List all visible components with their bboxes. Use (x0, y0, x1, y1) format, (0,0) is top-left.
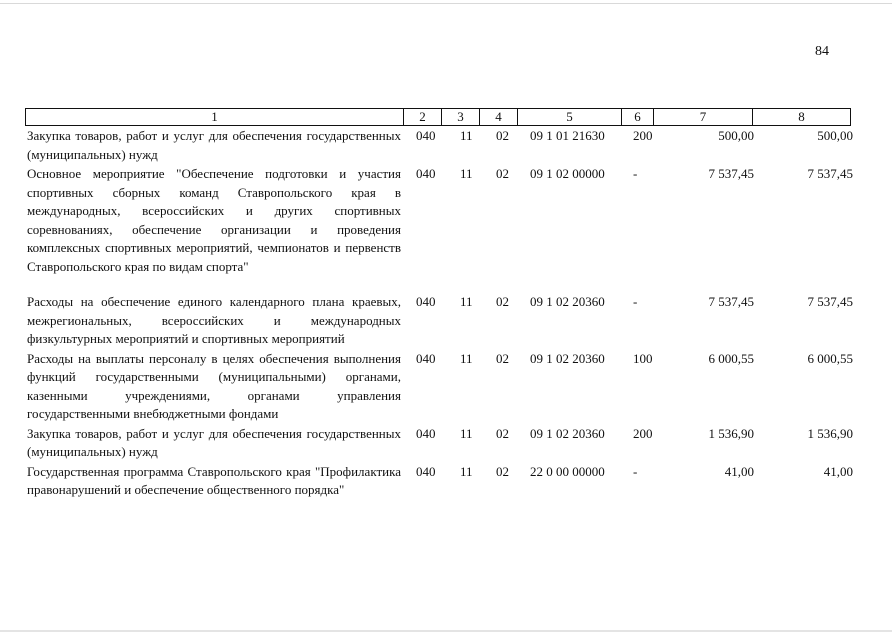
column-header-8: 8 (753, 109, 851, 126)
column-header-7: 7 (654, 109, 753, 126)
amount-col-7: 7 537,45 (708, 166, 754, 181)
section-code: 11 (460, 350, 473, 366)
column-header-row (26, 109, 851, 126)
subsection-code: 02 (496, 350, 509, 366)
amount-col-7: 7 537,45 (708, 294, 754, 309)
target-item-code: 22 0 00 00000 (530, 463, 605, 479)
page-number: 84 (815, 44, 829, 59)
amount-col-8: 41,00 (823, 463, 853, 479)
table-row (0, 350, 892, 424)
section-code: 11 (460, 166, 473, 181)
expense-type-code: - (633, 463, 638, 479)
column-header-1: 1 (26, 109, 404, 126)
section-code: 11 (460, 294, 473, 309)
expense-type-code: 100 (633, 350, 653, 366)
section-code: 11 (460, 463, 473, 479)
table-row (0, 165, 892, 276)
ministry-code: 040 (416, 294, 436, 309)
amount-col-7: 6 000,55 (708, 350, 754, 366)
amount-col-8: 6 000,55 (807, 350, 853, 366)
target-item-code: 09 1 02 20360 (530, 294, 605, 309)
amount-col-8: 1 536,90 (807, 425, 853, 441)
amount-col-7: 500,00 (718, 128, 754, 143)
expense-type-code: - (633, 294, 638, 309)
column-header-6: 6 (622, 109, 654, 126)
subsection-code: 02 (496, 294, 509, 309)
amount-col-7: 41,00 (724, 463, 754, 479)
target-item-code: 09 1 02 20360 (530, 350, 605, 366)
table-row (0, 293, 892, 349)
section-code: 11 (460, 128, 473, 143)
budget-table-body (0, 127, 892, 500)
subsection-code: 02 (496, 128, 509, 143)
column-header-3: 3 (442, 109, 480, 126)
target-item-code: 09 1 01 21630 (530, 128, 605, 143)
scan-edge-top (0, 3, 892, 4)
expense-type-code: 200 (633, 425, 653, 441)
expense-type-code: - (633, 166, 638, 181)
subsection-code: 02 (496, 166, 509, 181)
table-row (0, 425, 892, 462)
ministry-code: 040 (416, 128, 436, 143)
column-header-4: 4 (480, 109, 518, 126)
column-header-2: 2 (404, 109, 442, 126)
target-item-code: 09 1 02 20360 (530, 425, 605, 441)
row-description: Расходы на обеспечение единого календарного плана краевых, межрегиональных, всероссийских и международных физкультурных мероприятий и спортивных мероприятий (27, 294, 401, 346)
amount-col-8: 7 537,45 (807, 166, 853, 181)
table-row (0, 463, 892, 500)
ministry-code: 040 (416, 350, 436, 366)
ministry-code: 040 (416, 425, 436, 441)
section-code: 11 (460, 425, 473, 441)
subsection-code: 02 (496, 425, 509, 441)
row-description: Государственная программа Ставропольского края "Профилактика правонарушений и обеспечение общественного порядка" (27, 463, 401, 497)
target-item-code: 09 1 02 00000 (530, 166, 605, 181)
column-header-table (25, 108, 851, 126)
ministry-code: 040 (416, 166, 436, 181)
table-row (0, 127, 892, 164)
row-description: Расходы на выплаты персоналу в целях обеспечения выполнения функций государственными (муниципальными) органами, казенными учреждениями, органами управления государственными внебюджетными фондами (27, 350, 401, 421)
subsection-code: 02 (496, 463, 509, 479)
amount-col-8: 7 537,45 (807, 294, 853, 309)
ministry-code: 040 (416, 463, 436, 479)
expense-type-code: 200 (633, 128, 653, 143)
amount-col-7: 1 536,90 (708, 425, 754, 441)
amount-col-8: 500,00 (817, 128, 853, 143)
scan-edge-bottom (0, 630, 892, 632)
column-header-5: 5 (518, 109, 622, 126)
row-description: Основное мероприятие "Обеспечение подготовки и участия спортивных сборных команд Ставропольского края в международных, всероссийских и других спортивных соревнованиях, обеспечение организации и проведения комплексных спортивных мероприятий, чемпионатов и первенств Ставропольского края по видам спорта" (27, 166, 401, 274)
row-description: Закупка товаров, работ и услуг для обеспечения государственных (муниципальных) нужд (27, 128, 401, 162)
row-description: Закупка товаров, работ и услуг для обеспечения государственных (муниципальных) нужд (27, 425, 401, 459)
